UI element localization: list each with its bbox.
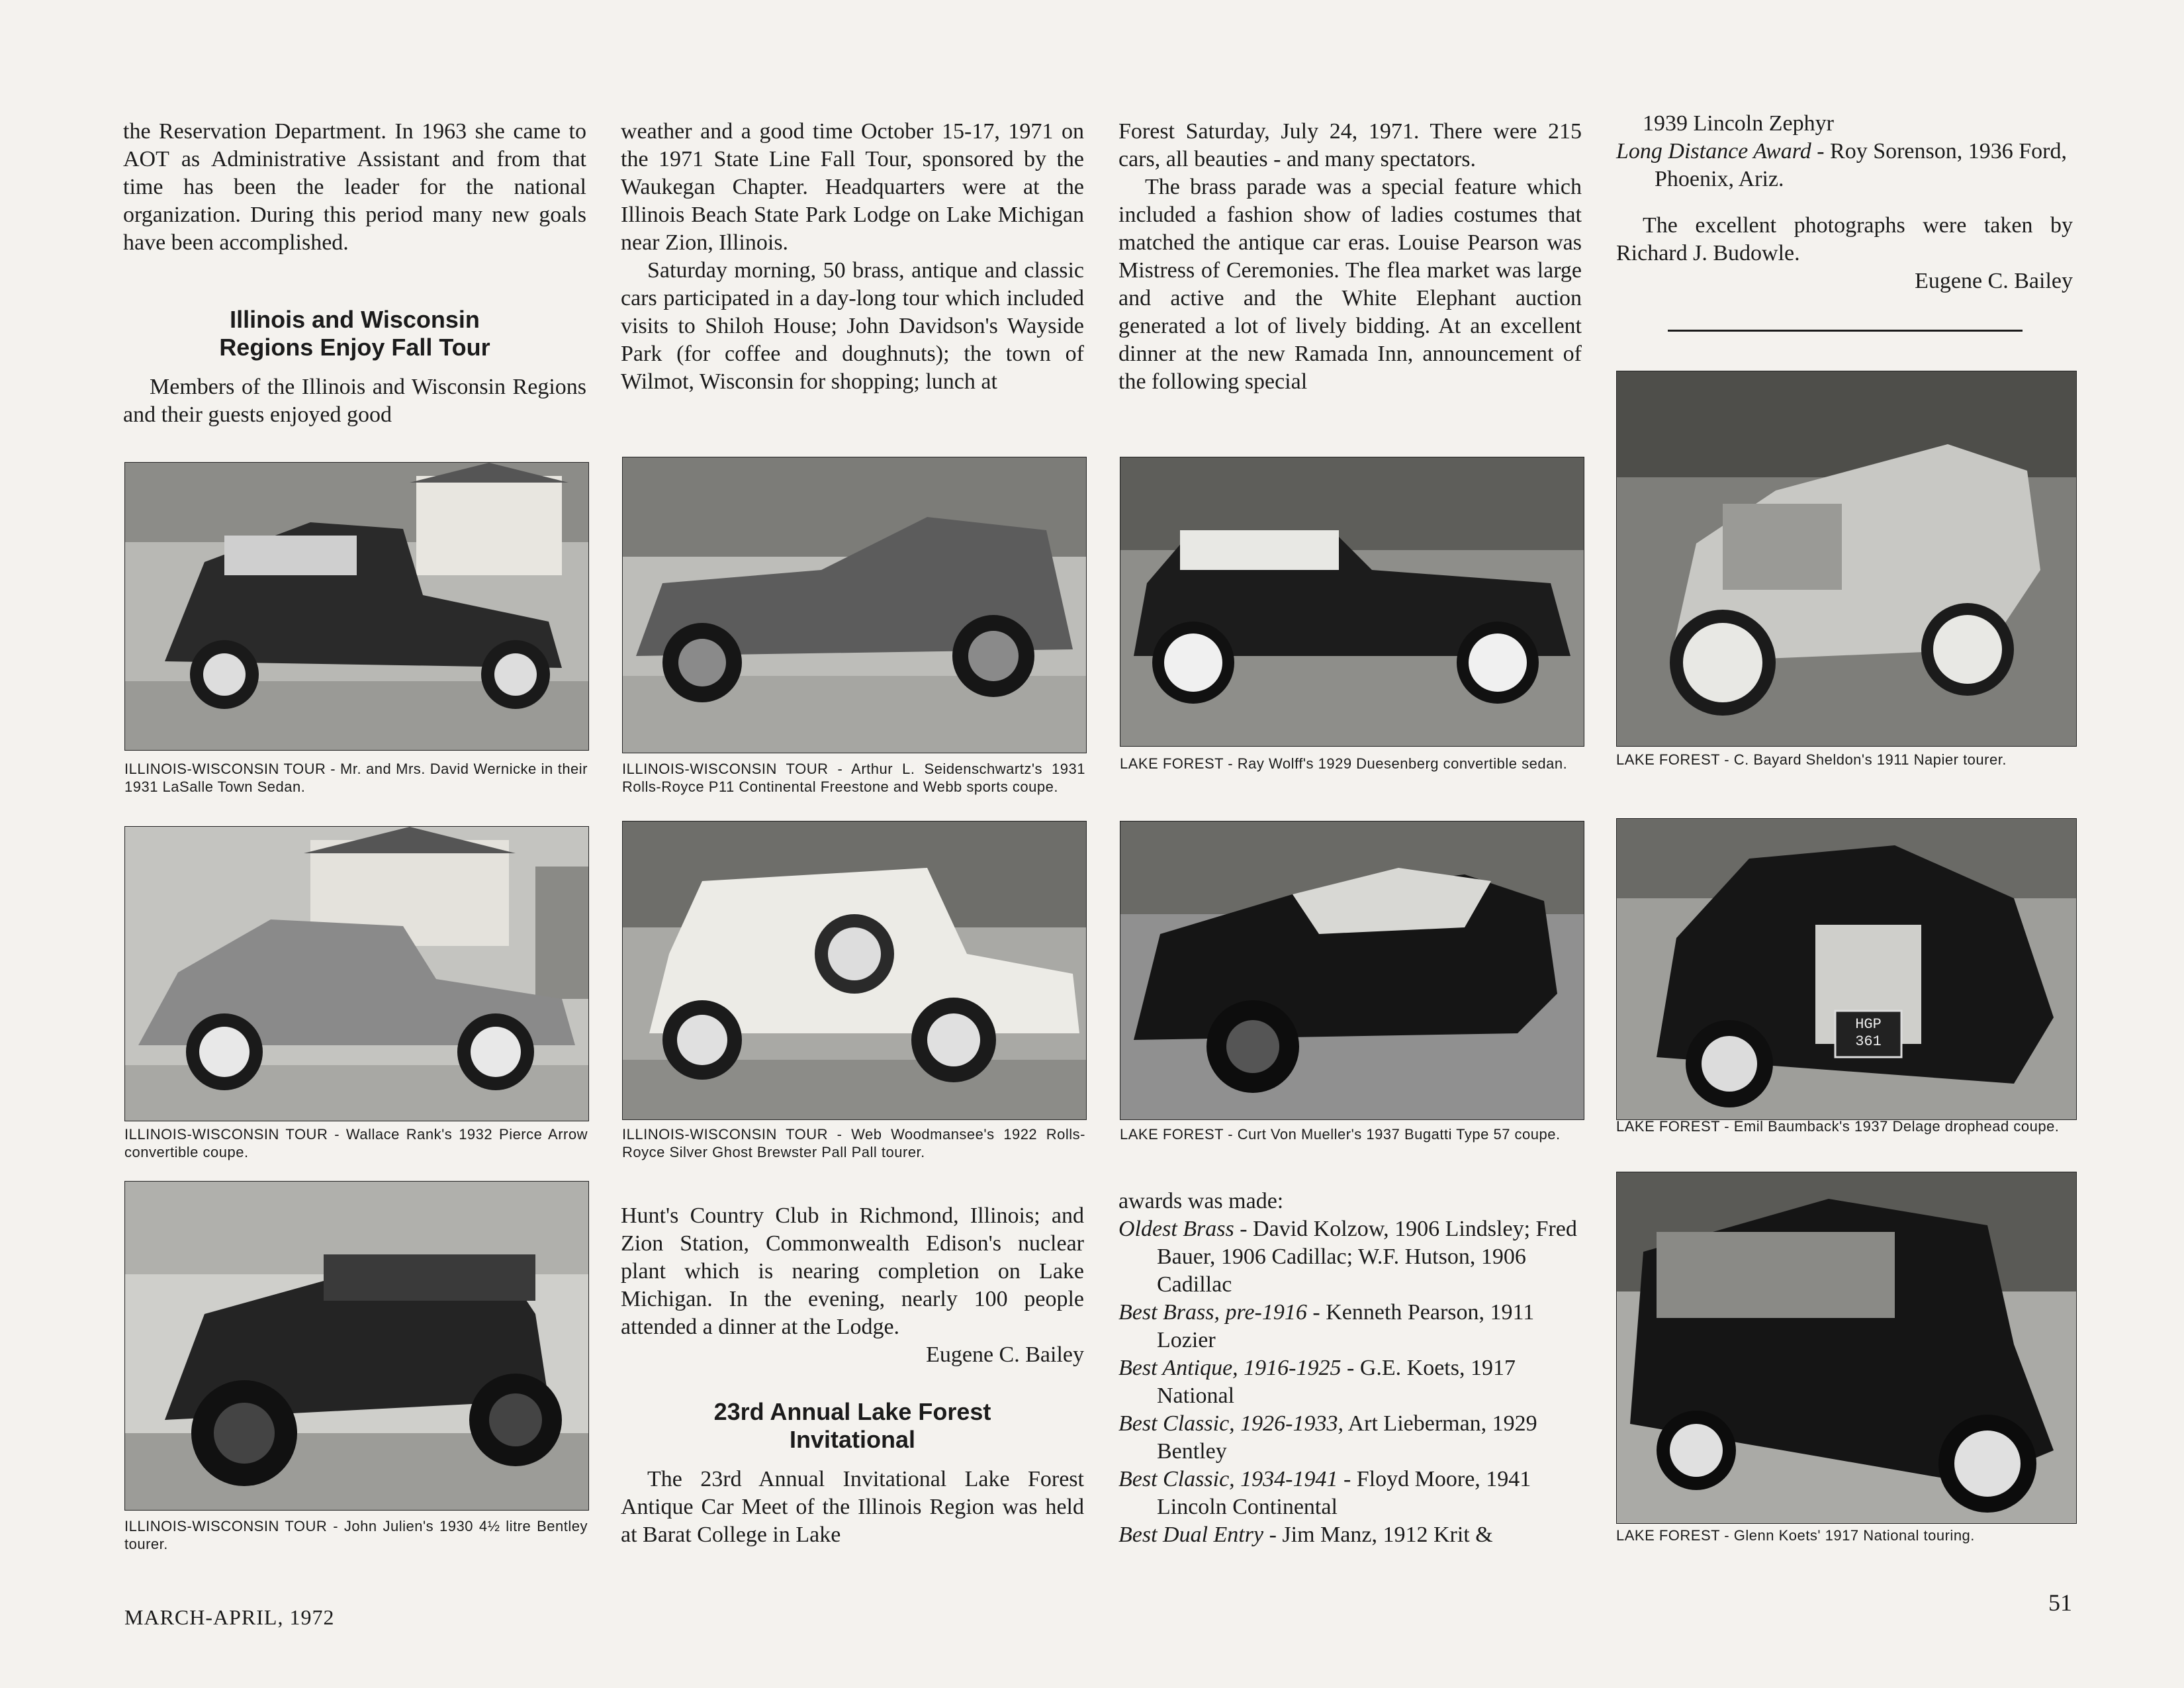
- signature-fall-tour: Eugene C. Bailey: [926, 1342, 1084, 1367]
- fall-tour-paragraph-continued: weather and a good time October 15-17, 1971 on the 1971 State Line Fall Tour, sponsored by the Waukegan Chapter. Headquarters were at the Illinois Beach State Park Lodge on Lake Michigan near Zion, Illinois.: [621, 119, 1084, 255]
- long-distance-award: [1616, 138, 2073, 193]
- award-winners: - Jim Manz, 1912 Krit &: [1263, 1523, 1493, 1547]
- fall-tour-paragraph: Members of the Illinois and Wisconsin Regions and their guests enjoyed good: [123, 375, 586, 427]
- award-winners: - David Kolzow, 1906 Lindsley; Fred Bauer, 1906 Cadillac; W.F. Hutson, 1906 Cadillac: [1157, 1217, 1577, 1297]
- saturday-tour-paragraph: Saturday morning, 50 brass, antique and classic cars participated in a day-long tour which included visits to Shiloh House; John Davidson's Wayside Park (for coffee and doughnuts); the town of Wilmot, Wisconsin for shopping; lunch at: [621, 258, 1084, 394]
- signature-lake-forest: Eugene C. Bailey: [1915, 269, 2073, 293]
- caption-photo-7: LAKE FOREST - Curt Von Mueller's 1937 Bugatti Type 57 coupe.: [1120, 1126, 1561, 1143]
- award-entry: [1118, 1354, 1582, 1410]
- photo-rolls-royce-p11: [622, 457, 1087, 753]
- award-title: Best Classic, 1926-1933,: [1118, 1411, 1343, 1436]
- article-heading-fall-tour: Illinois and Wisconsin Regions Enjoy Fall Tour: [219, 306, 490, 361]
- brass-parade-paragraph: The brass parade was a special feature which included a fashion show of ladies costumes that matched the antique car eras. Louise Pearson was Mistress of Ceremonies. The flea market was large and active and the White Elephant auction generated a lot of lively bidding. At an excellent dinner at the new Ramada Inn, announcement of the following special: [1118, 175, 1582, 394]
- award-entry: [1118, 1410, 1582, 1466]
- award-title: Best Brass, pre-1916: [1118, 1300, 1307, 1325]
- award-title: Oldest Brass: [1118, 1217, 1234, 1241]
- caption-photo-4: ILLINOIS-WISCONSIN TOUR - Arthur L. Seidenschwartz's 1931 Rolls-Royce P11 Continental Freestone and Webb sports coupe.: [622, 761, 1085, 795]
- awards-list: [1118, 1215, 1582, 1549]
- award-title: Long Distance Award: [1616, 139, 1811, 164]
- photo-credit-paragraph: The excellent photographs were taken by Richard J. Budowle.: [1616, 213, 2073, 265]
- caption-photo-8: LAKE FOREST - C. Bayard Sheldon's 1911 Napier tourer.: [1616, 751, 2007, 768]
- caption-photo-10: LAKE FOREST - Glenn Koets' 1917 National touring.: [1616, 1527, 1975, 1544]
- award-title: Best Dual Entry: [1118, 1523, 1264, 1547]
- photo-pierce-arrow: [124, 826, 589, 1121]
- photo-rolls-royce-silver-ghost: [622, 821, 1087, 1120]
- award-entry: [1118, 1521, 1582, 1549]
- lake-forest-paragraph: The 23rd Annual Invitational Lake Forest Antique Car Meet of the Illinois Region was held at Barat College in Lake: [621, 1467, 1084, 1547]
- caption-photo-9: LAKE FOREST - Emil Baumback's 1937 Delage drophead coupe.: [1616, 1118, 2060, 1135]
- section-divider-rule: [1668, 330, 2023, 332]
- column-1: [123, 118, 586, 429]
- column-3-top: [1118, 118, 1582, 396]
- tour-conclusion-paragraph: Hunt's Country Club in Richmond, Illinois; and Zion Station, Commonwealth Edison's nuclear plant which is nearing completion on Lake Michigan. In the evening, nearly 100 people attended a dinner at the Lodge.: [621, 1203, 1084, 1339]
- column-2-top: [621, 118, 1084, 396]
- award-winners: - Kenneth Pearson, 1911 Lozier: [1157, 1300, 1535, 1352]
- award-continued-line: 1939 Lincoln Zephyr: [1643, 111, 1834, 136]
- award-entry: [1118, 1466, 1582, 1521]
- award-title: Best Classic, 1934-1941: [1118, 1467, 1338, 1491]
- license-plate: HGP 361: [1855, 1016, 1882, 1050]
- caption-photo-2: ILLINOIS-WISCONSIN TOUR - Wallace Rank's 1932 Pierce Arrow convertible coupe.: [124, 1126, 588, 1160]
- intro-paragraph: the Reservation Department. In 1963 she came to AOT as Administrative Assistant and from that time has been the leader for the national organization. During this period many new goals have been accomplished.: [123, 119, 586, 255]
- award-entry: [1118, 1299, 1582, 1354]
- awards-intro: awards was made:: [1118, 1189, 1284, 1213]
- photo-napier-tourer: [1616, 371, 2077, 747]
- issue-date: MARCH-APRIL, 1972: [124, 1605, 335, 1629]
- column-3-bottom: [1118, 1188, 1582, 1549]
- award-title: Best Antique, 1916-1925: [1118, 1356, 1342, 1380]
- page-number: 51: [2048, 1589, 2072, 1616]
- photo-bugatti: [1120, 821, 1584, 1120]
- lake-forest-paragraph-continued: Forest Saturday, July 24, 1971. There were 215 cars, all beauties - and many spectators.: [1118, 119, 1582, 171]
- caption-photo-1: ILLINOIS-WISCONSIN TOUR - Mr. and Mrs. David Wernicke in their 1931 LaSalle Town Sedan.: [124, 761, 588, 795]
- award-winners: Art Lieberman, 1929 Bentley: [1157, 1411, 1537, 1464]
- caption-photo-6: LAKE FOREST - Ray Wolff's 1929 Duesenberg convertible sedan.: [1120, 755, 1568, 772]
- photo-delage-drophead: [1616, 818, 2077, 1120]
- photo-bentley-tourer: [124, 1181, 589, 1511]
- column-4-top: [1616, 110, 2073, 295]
- photo-lasalle-sedan: [124, 462, 589, 751]
- caption-photo-3: ILLINOIS-WISCONSIN TOUR - John Julien's 1930 4½ litre Bentley tourer.: [124, 1518, 588, 1552]
- award-winners: - Floyd Moore, 1941 Lincoln Continental: [1157, 1467, 1531, 1519]
- caption-photo-5: ILLINOIS-WISCONSIN TOUR - Web Woodmansee's 1922 Rolls-Royce Silver Ghost Brewster Pall Pall tourer.: [622, 1126, 1085, 1160]
- column-2-bottom: [621, 1202, 1084, 1549]
- award-winners: - Roy Sorenson, 1936 Ford, Phoenix, Ariz.: [1655, 139, 2067, 191]
- photo-national-touring: [1616, 1172, 2077, 1524]
- award-winners: - G.E. Koets, 1917 National: [1157, 1356, 1516, 1408]
- article-heading-lake-forest: 23rd Annual Lake Forest Invitational: [713, 1398, 991, 1453]
- photo-duesenberg: [1120, 457, 1584, 747]
- award-entry: [1118, 1215, 1582, 1299]
